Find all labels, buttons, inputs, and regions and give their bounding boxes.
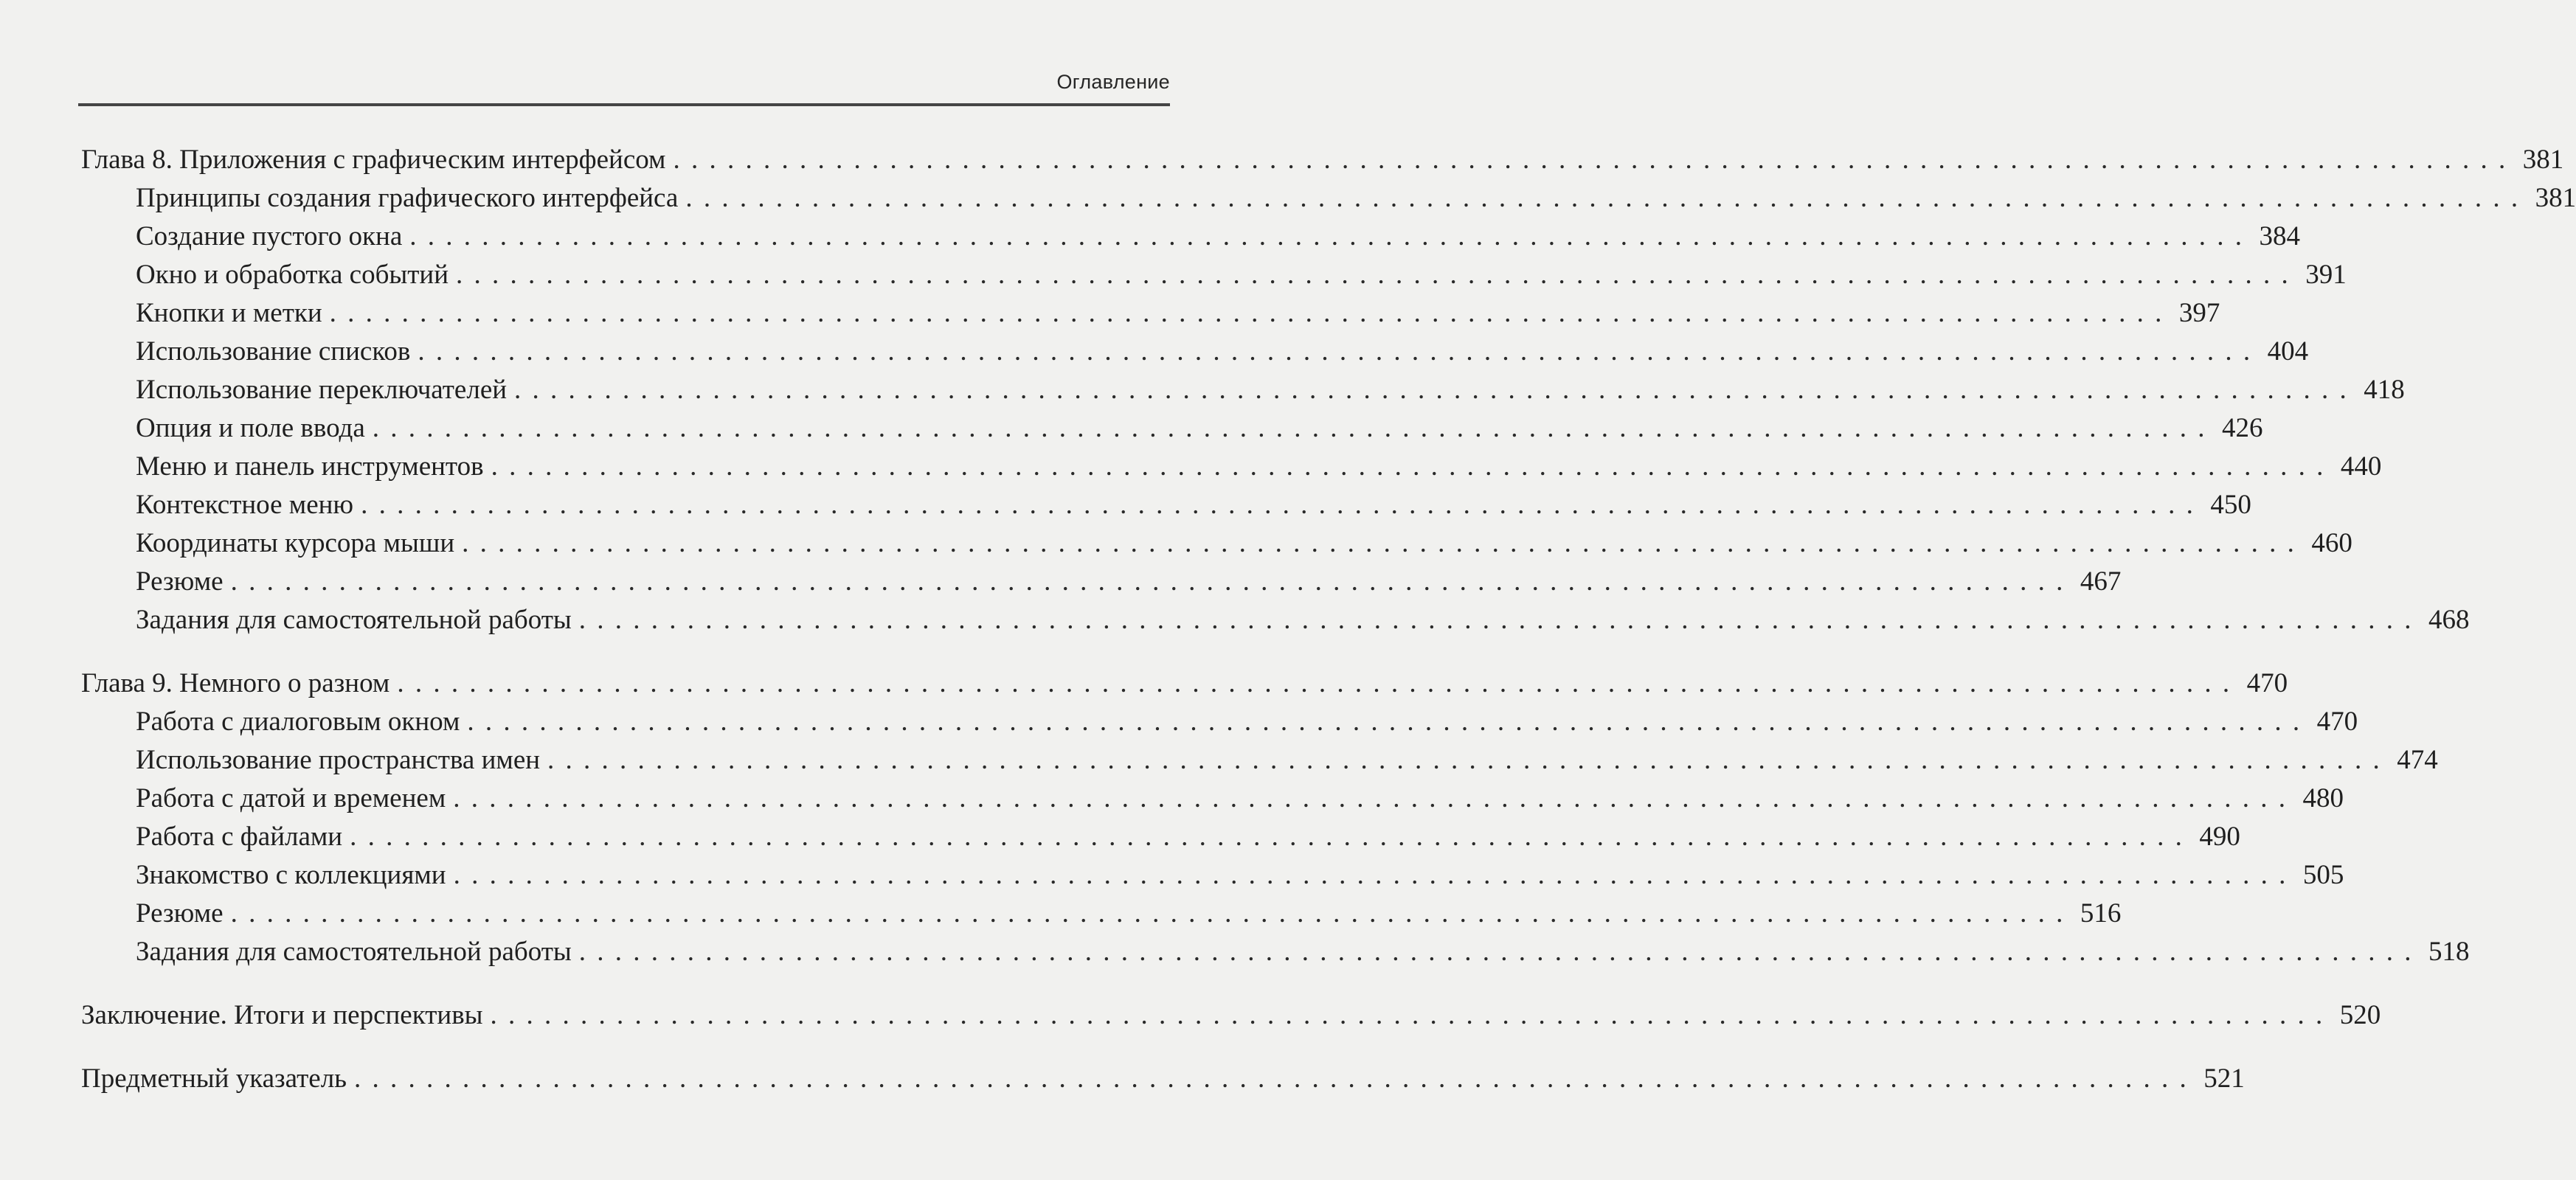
dot-leader: . . . . . . . . . . . . . . . . . . . . . . . . . . . . . . . . . . . . . . . . . . . . . . . . . . . . . . . . . . . . . . . . . . . . . . . . . . . . . . . . . . . . . . . . . . . . . . . . . . . . . . [456, 259, 2291, 290]
toc-subentry [81, 370, 2405, 409]
toc-subentry [81, 562, 2122, 600]
toc-page-number: 470 [2246, 667, 2288, 698]
toc-page-number: 521 [2203, 1063, 2245, 1094]
dot-leader: . . . . . . . . . . . . . . . . . . . . . . . . . . . . . . . . . . . . . . . . . . . . . . . . . . . . . . . . . . . . . . . . . . . . . . . . . . . . . . . . . . . . . . . . . . . . . . . . . . . . . . [547, 744, 2382, 775]
toc-page-number: 490 [2199, 821, 2240, 852]
toc-entry-title: Глава 8. Приложения с графическим интерфейсом [81, 144, 666, 175]
toc-page-number: 381 [2535, 182, 2576, 213]
toc-subentry [81, 817, 2240, 856]
header-rule [78, 103, 1170, 106]
toc-page-number: 520 [2339, 999, 2381, 1030]
toc-page-number: 450 [2210, 489, 2251, 520]
toc-page-number: 474 [2397, 744, 2438, 775]
toc-entry-title: Создание пустого окна [136, 221, 403, 251]
toc-page-number: 480 [2302, 782, 2344, 813]
toc-page-number: 460 [2311, 527, 2352, 558]
toc-entry [81, 996, 2381, 1034]
dot-leader: . . . . . . . . . . . . . . . . . . . . . . . . . . . . . . . . . . . . . . . . . . . . . . . . . . . . . . . . . . . . . . . . . . . . . . . . . . . . . . . . . . . . . . . . . . . . . . . . . . . . . . [409, 221, 2245, 251]
toc-entry-title: Использование списков [136, 336, 411, 367]
dot-leader: . . . . . . . . . . . . . . . . . . . . . . . . . . . . . . . . . . . . . . . . . . . . . . . . . . . . . . . . . . . . . . . . . . . . . . . . . . . . . . . . . . . . . . . . . . . . . . . . . . . . . . [578, 604, 2414, 635]
toc-page-number: 440 [2340, 451, 2382, 482]
page-header [78, 68, 1170, 108]
dot-leader: . . . . . . . . . . . . . . . . . . . . . . . . . . . . . . . . . . . . . . . . . . . . . . . . . . . . . . . . . . . . . . . . . . . . . . . . . . . . . . . . . . . . . . . . . . . . . . . . . . . . . . [230, 898, 2066, 929]
toc-subentry [81, 178, 2576, 217]
dot-leader: . . . . . . . . . . . . . . . . . . . . . . . . . . . . . . . . . . . . . . . . . . . . . . . . . . . . . . . . . . . . . . . . . . . . . . . . . . . . . . . . . . . . . . . . . . . . . . . . . . . . . . [329, 297, 2164, 328]
dot-leader: . . . . . . . . . . . . . . . . . . . . . . . . . . . . . . . . . . . . . . . . . . . . . . . . . . . . . . . . . . . . . . . . . . . . . . . . . . . . . . . . . . . . . . . . . . . . . . . . . . . . . . [354, 1063, 2189, 1094]
toc-page-number: 397 [2178, 297, 2220, 328]
toc-entry [81, 1059, 2245, 1097]
toc-page-number: 384 [2259, 221, 2301, 251]
toc-entry-title: Опция и поле ввода [136, 412, 365, 443]
toc-page-number: 391 [2305, 259, 2347, 290]
toc-entry-title: Предметный указатель [81, 1063, 347, 1094]
toc-entry-title: Использование пространства имен [136, 744, 541, 775]
toc-subentry [81, 294, 2220, 332]
dot-leader: . . . . . . . . . . . . . . . . . . . . . . . . . . . . . . . . . . . . . . . . . . . . . . . . . . . . . . . . . . . . . . . . . . . . . . . . . . . . . . . . . . . . . . . . . . . . . . . . . . . . . . [514, 374, 2349, 405]
dot-leader: . . . . . . . . . . . . . . . . . . . . . . . . . . . . . . . . . . . . . . . . . . . . . . . . . . . . . . . . . . . . . . . . . . . . . . . . . . . . . . . . . . . . . . . . . . . . . . . . . . . . . . [453, 859, 2288, 890]
toc-entry-title: Задания для самостоятельной работы [136, 604, 572, 635]
toc-subentry [81, 894, 2122, 932]
dot-leader: . . . . . . . . . . . . . . . . . . . . . . . . . . . . . . . . . . . . . . . . . . . . . . . . . . . . . . . . . . . . . . . . . . . . . . . . . . . . . . . . . . . . . . . . . . . . . . . . . . . . . . [397, 667, 2232, 698]
toc-subentry [81, 409, 2263, 447]
toc-entry-title: Знакомство с коллекциями [136, 859, 446, 890]
dot-leader: . . . . . . . . . . . . . . . . . . . . . . . . . . . . . . . . . . . . . . . . . . . . . . . . . . . . . . . . . . . . . . . . . . . . . . . . . . . . . . . . . . . . . . . . . . . . . . . . . . . . . . [350, 821, 2184, 852]
toc-subentry [81, 524, 2352, 562]
toc-entry-title: Принципы создания графического интерфейса [136, 182, 679, 213]
toc-entry-title: Координаты курсора мыши [136, 527, 455, 558]
running-head: Оглавление [1056, 71, 1170, 93]
toc-entry-title: Использование переключателей [136, 374, 508, 405]
toc-entry-title: Окно и обработка событий [136, 259, 449, 290]
toc-page-number: 516 [2080, 898, 2122, 929]
toc-subentry [81, 217, 2301, 255]
dot-leader: . . . . . . . . . . . . . . . . . . . . . . . . . . . . . . . . . . . . . . . . . . . . . . . . . . . . . . . . . . . . . . . . . . . . . . . . . . . . . . . . . . . . . . . . . . . . . . . . . . . . . . [490, 999, 2325, 1030]
dot-leader: . . . . . . . . . . . . . . . . . . . . . . . . . . . . . . . . . . . . . . . . . . . . . . . . . . . . . . . . . . . . . . . . . . . . . . . . . . . . . . . . . . . . . . . . . . . . . . . . . . . . . . [673, 144, 2508, 175]
toc-entry-title: Заключение. Итоги и перспективы [81, 999, 483, 1030]
toc-page-number: 518 [2428, 936, 2470, 967]
toc-subentry [81, 600, 2470, 639]
toc-page-number: 467 [2080, 566, 2122, 597]
dot-leader: . . . . . . . . . . . . . . . . . . . . . . . . . . . . . . . . . . . . . . . . . . . . . . . . . . . . . . . . . . . . . . . . . . . . . . . . . . . . . . . . . . . . . . . . . . . . . . . . . . . . . . [361, 489, 2195, 520]
toc-entry-title: Глава 9. Немного о разном [81, 667, 390, 698]
toc-subentry [81, 856, 2344, 894]
toc-entry-title: Работа с диалоговым окном [136, 706, 460, 737]
toc-entry-title: Работа с файлами [136, 821, 343, 852]
dot-leader: . . . . . . . . . . . . . . . . . . . . . . . . . . . . . . . . . . . . . . . . . . . . . . . . . . . . . . . . . . . . . . . . . . . . . . . . . . . . . . . . . . . . . . . . . . . . . . . . . . . . . . [467, 706, 2302, 737]
dot-leader: . . . . . . . . . . . . . . . . . . . . . . . . . . . . . . . . . . . . . . . . . . . . . . . . . . . . . . . . . . . . . . . . . . . . . . . . . . . . . . . . . . . . . . . . . . . . . . . . . . . . . . [685, 182, 2521, 213]
dot-leader: . . . . . . . . . . . . . . . . . . . . . . . . . . . . . . . . . . . . . . . . . . . . . . . . . . . . . . . . . . . . . . . . . . . . . . . . . . . . . . . . . . . . . . . . . . . . . . . . . . . . . . [453, 782, 2288, 813]
dot-leader: . . . . . . . . . . . . . . . . . . . . . . . . . . . . . . . . . . . . . . . . . . . . . . . . . . . . . . . . . . . . . . . . . . . . . . . . . . . . . . . . . . . . . . . . . . . . . . . . . . . . . . [418, 336, 2253, 367]
toc-entry [81, 664, 2288, 702]
toc-entry-title: Кнопки и метки [136, 297, 322, 328]
toc-entry [81, 140, 2564, 178]
toc-page-number: 426 [2222, 412, 2263, 443]
toc-page-number: 470 [2316, 706, 2358, 737]
dot-leader: . . . . . . . . . . . . . . . . . . . . . . . . . . . . . . . . . . . . . . . . . . . . . . . . . . . . . . . . . . . . . . . . . . . . . . . . . . . . . . . . . . . . . . . . . . . . . . . . . . . . . . [372, 412, 2207, 443]
toc-entry-title: Резюме [136, 566, 224, 597]
toc-entry-title: Работа с датой и временем [136, 782, 446, 813]
toc-subentry [81, 485, 2251, 524]
dot-leader: . . . . . . . . . . . . . . . . . . . . . . . . . . . . . . . . . . . . . . . . . . . . . . . . . . . . . . . . . . . . . . . . . . . . . . . . . . . . . . . . . . . . . . . . . . . . . . . . . . . . . . [578, 936, 2414, 967]
toc-subentry [81, 702, 2358, 740]
toc-entry-title: Контекстное меню [136, 489, 354, 520]
toc-page-number: 404 [2267, 336, 2309, 367]
toc-subentry [81, 447, 2382, 485]
toc-page-number: 418 [2364, 374, 2405, 405]
toc-entry-title: Меню и панель инструментов [136, 451, 484, 482]
toc-subentry [81, 332, 2309, 370]
toc-entry-title: Задания для самостоятельной работы [136, 936, 572, 967]
dot-leader: . . . . . . . . . . . . . . . . . . . . . . . . . . . . . . . . . . . . . . . . . . . . . . . . . . . . . . . . . . . . . . . . . . . . . . . . . . . . . . . . . . . . . . . . . . . . . . . . . . . . . . [230, 566, 2066, 597]
dot-leader: . . . . . . . . . . . . . . . . . . . . . . . . . . . . . . . . . . . . . . . . . . . . . . . . . . . . . . . . . . . . . . . . . . . . . . . . . . . . . . . . . . . . . . . . . . . . . . . . . . . . . . [462, 527, 2296, 558]
toc-subentry [81, 740, 2438, 779]
toc-subentry [81, 779, 2344, 817]
toc-entry-title: Резюме [136, 898, 224, 929]
dot-leader: . . . . . . . . . . . . . . . . . . . . . . . . . . . . . . . . . . . . . . . . . . . . . . . . . . . . . . . . . . . . . . . . . . . . . . . . . . . . . . . . . . . . . . . . . . . . . . . . . . . . . . [491, 451, 2326, 482]
toc-page-number: 381 [2522, 144, 2564, 175]
toc-page-number: 505 [2302, 859, 2344, 890]
toc-page-number: 468 [2428, 604, 2470, 635]
toc-subentry [81, 255, 2347, 294]
toc-subentry [81, 932, 2470, 971]
